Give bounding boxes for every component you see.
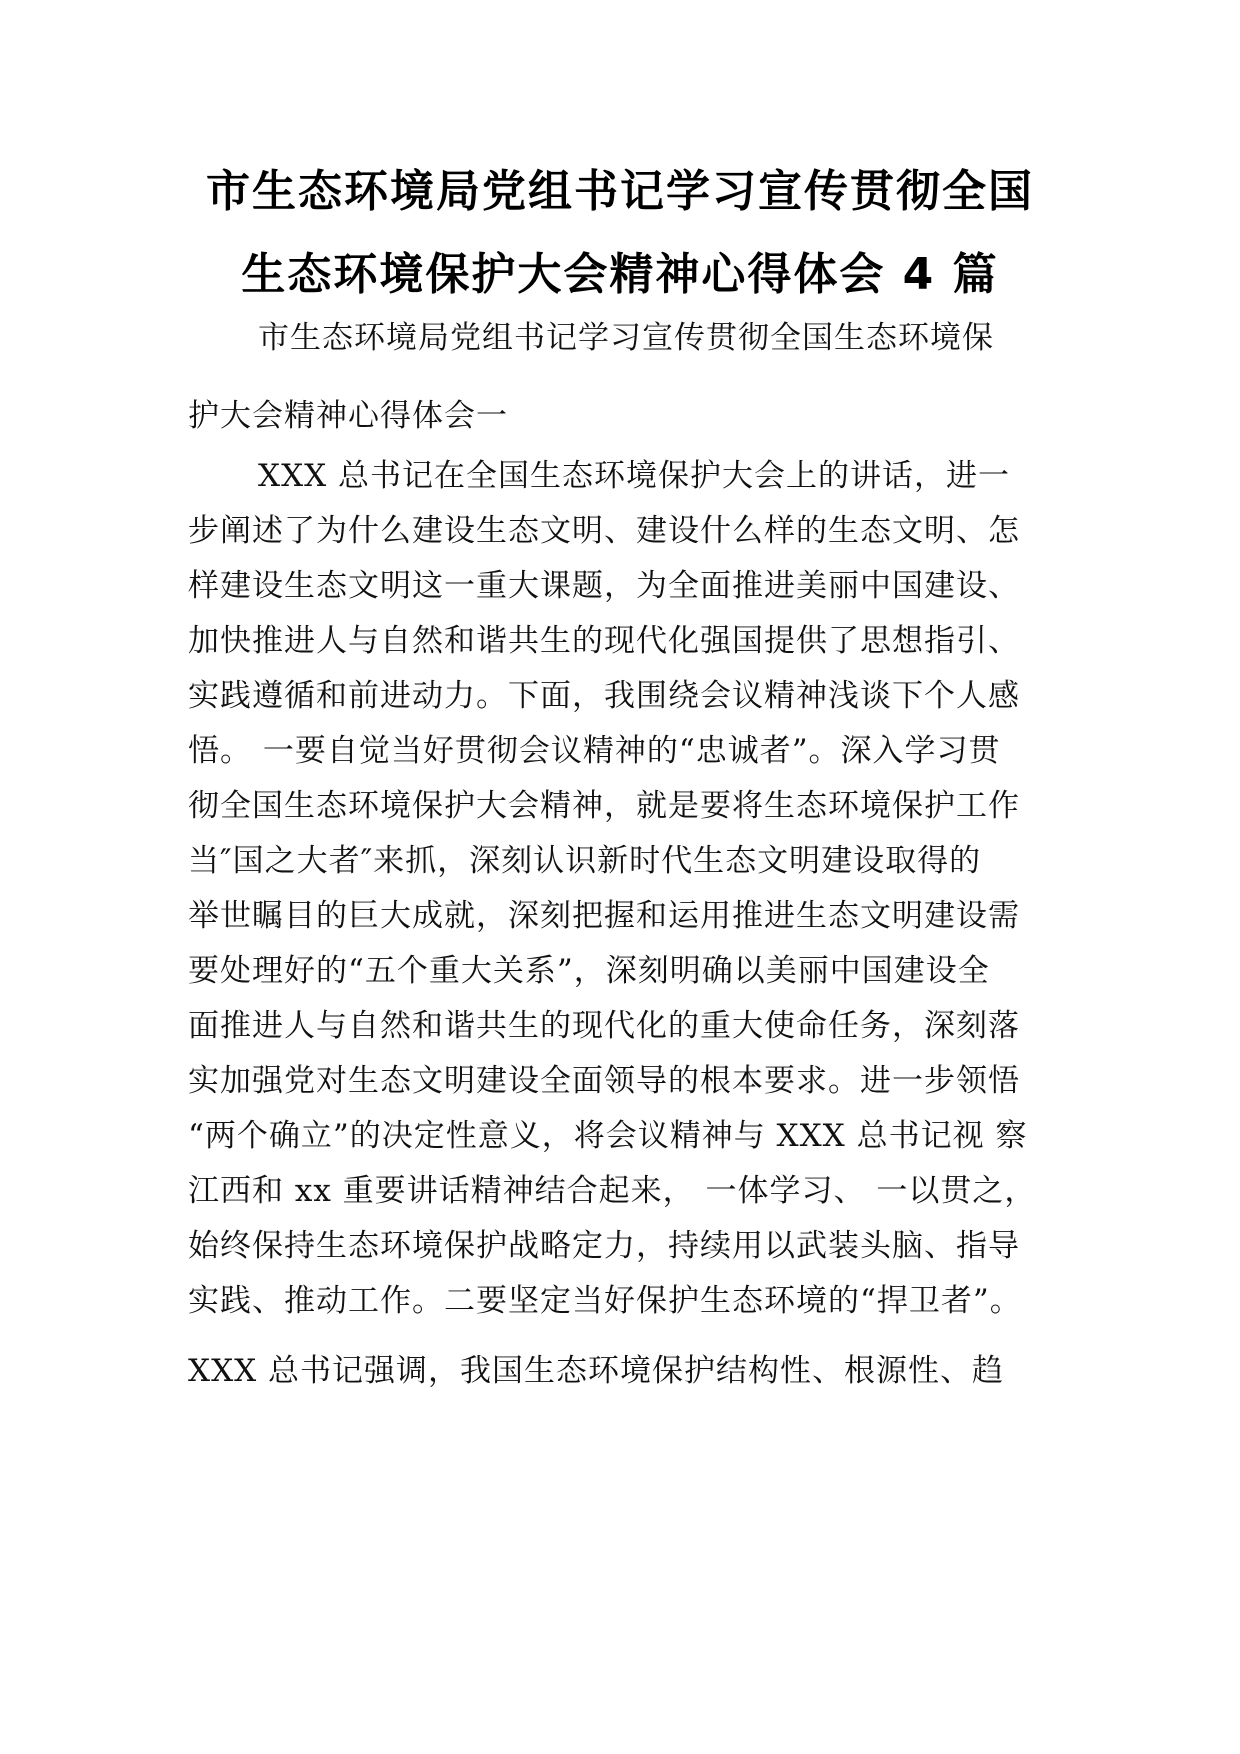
- body-line: 实践遵循和前进动力。下面，我围绕会议精神浅谈下个人感: [188, 678, 1020, 714]
- body-line: 样建设生态文明这一重大课题，为全面推进美丽中国建设、: [188, 568, 1020, 604]
- body-line: XXX 总书记在全国生态环境保护大会上的讲话，进一: [258, 458, 1011, 494]
- body-line: 护大会精神心得体会一: [188, 398, 508, 434]
- body-line: 要处理好的“五个重大关系”，深刻明确以美丽中国建设全: [188, 953, 990, 989]
- body-line: 面推进人与自然和谐共生的现代化的重大使命任务，深刻落: [188, 1008, 1020, 1044]
- body-line: XXX 总书记强调，我国生态环境保护结构性、根源性、趋: [188, 1353, 1005, 1389]
- document-title-line-2: 生态环境保护大会精神心得体会 4 篇: [241, 249, 999, 300]
- body-line: 彻全国生态环境保护大会精神，就是要将生态环境保护工作: [188, 788, 1020, 824]
- body-line: 举世瞩目的巨大成就，深刻把握和运用推进生态文明建设需: [188, 898, 1020, 934]
- body-line: 当″国之大者″来抓，深刻认识新时代生态文明建设取得的: [188, 843, 982, 879]
- body-line: 始终保持生态环境保护战略定力，持续用以武装头脑、指导: [188, 1228, 1020, 1264]
- body-line: 实践、推动工作。二要坚定当好保护生态环境的“捍卫者”。: [188, 1283, 1022, 1319]
- body-line: 江西和 xx 重要讲话精神结合起来， 一体学习、 一以贯之，: [188, 1173, 1037, 1209]
- body-line: 加快推进人与自然和谐共生的现代化强国提供了思想指引、: [188, 623, 1020, 659]
- body-line: 步阐述了为什么建设生态文明、建设什么样的生态文明、怎: [188, 513, 1020, 549]
- body-line: 悟。 一要自觉当好贯彻会议精神的“忠诚者”。深入学习贯: [188, 733, 1001, 769]
- document-title-line-1: 市生态环境局党组书记学习宣传贯彻全国: [206, 166, 1034, 217]
- body-line: 市生态环境局党组书记学习宣传贯彻全国生态环境保: [258, 320, 994, 356]
- body-line: 实加强党对生态文明建设全面领导的根本要求。进一步领悟: [188, 1063, 1020, 1099]
- body-line: “两个确立”的决定性意义，将会议精神与 XXX 总书记视 察: [188, 1118, 1028, 1154]
